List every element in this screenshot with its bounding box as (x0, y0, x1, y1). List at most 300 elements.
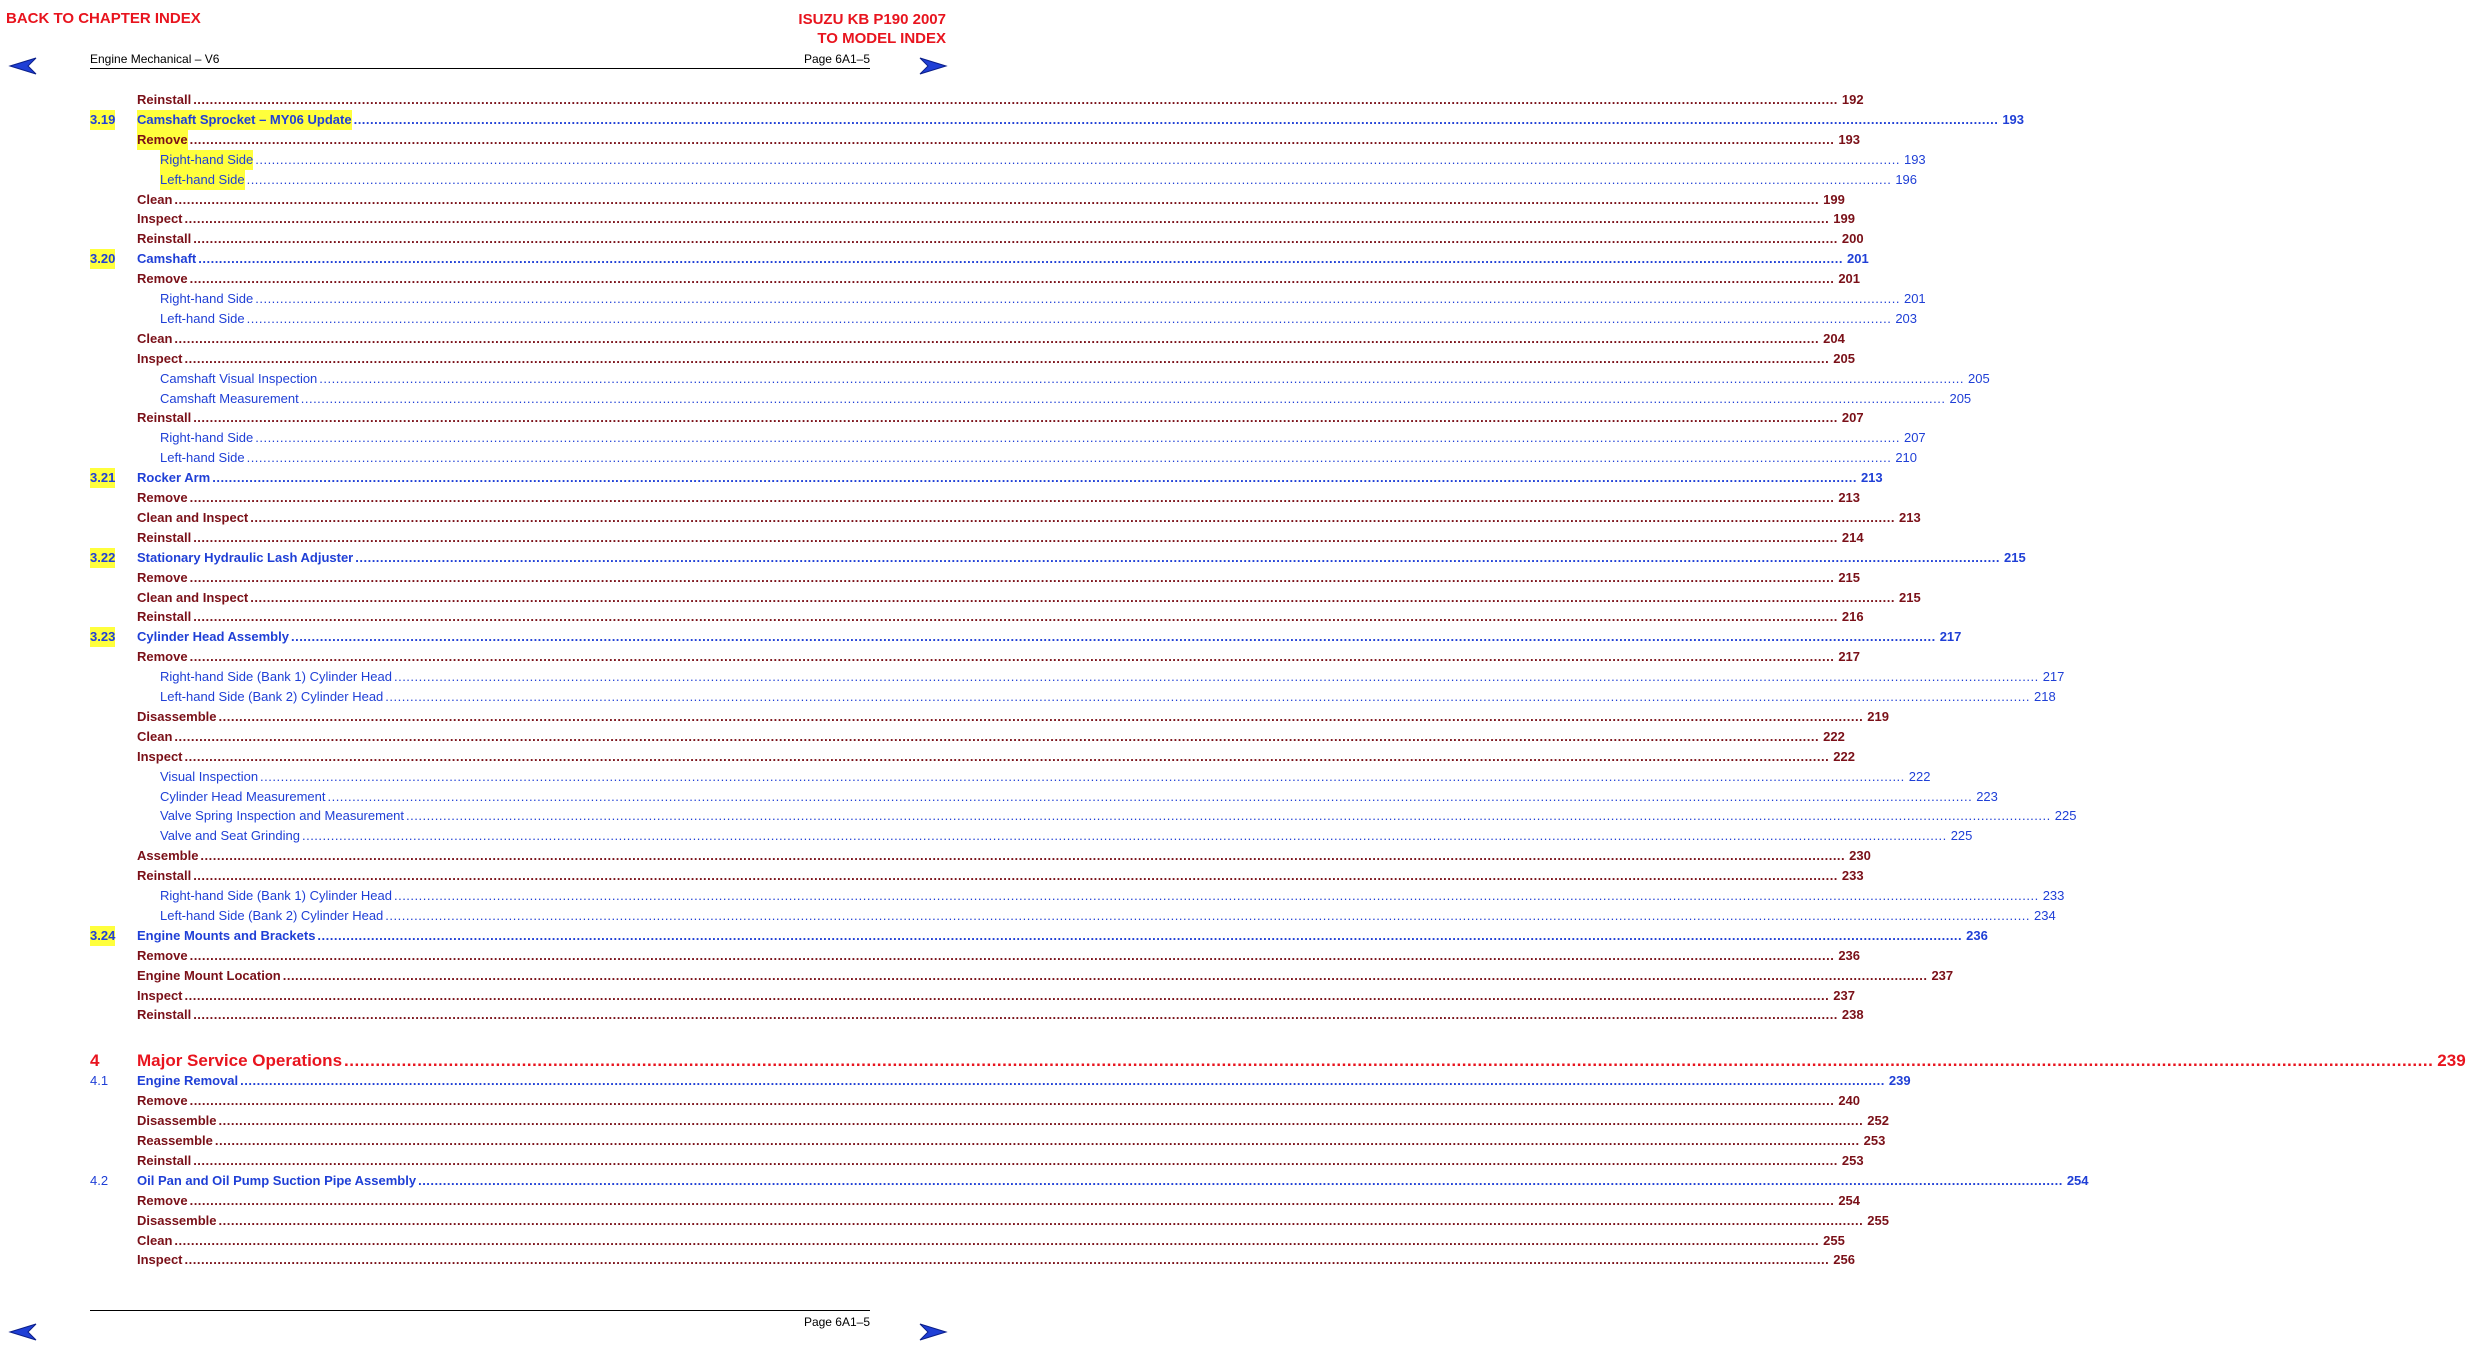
toc-dot-leader: ................................................................................................................................................................................................................................................................................................................................................................................................................ (246, 450, 1892, 466)
toc-page-number: 217 (1939, 629, 1962, 645)
toc-entry-title: Valve Spring Inspection and Measurement (160, 808, 405, 824)
toc-entry-title: Remove (137, 649, 188, 665)
toc-entry-line (160, 886, 2065, 906)
toc-entry-title: Assemble (137, 848, 199, 864)
toc-entry[interactable] (0, 627, 1962, 647)
toc-page-number: 254 (2066, 1172, 2089, 1188)
toc-entry-line (137, 707, 1889, 727)
toc-page-number: 200 (1841, 231, 1864, 247)
toc-entry-title: Camshaft (137, 251, 197, 267)
toc-entry-title: Camshaft Sprocket – MY06 Update (137, 110, 352, 130)
toc-section-number: 3.19 (90, 110, 115, 130)
toc-entry-title: Remove (137, 947, 188, 963)
toc-dot-leader: ................................................................................................................................................................................................................................................................................................................................................................................................................ (218, 708, 1864, 724)
toc-entry[interactable] (0, 966, 1954, 986)
toc-entry-title: Rocker Arm (137, 470, 211, 486)
toc-entry-title: Reinstall (137, 1007, 192, 1023)
toc-dot-leader: ................................................................................................................................................................................................................................................................................................................................................................................................................ (184, 1252, 1830, 1268)
footer-rule (90, 1310, 870, 1311)
model-index-link[interactable] (798, 10, 946, 48)
toc-dot-leader: ................................................................................................................................................................................................................................................................................................................................................................................................................ (290, 629, 1936, 645)
toc-entry[interactable] (0, 1151, 1864, 1171)
toc-entry[interactable] (0, 528, 1864, 548)
toc-dot-leader: ................................................................................................................................................................................................................................................................................................................................................................................................................ (218, 1113, 1864, 1129)
toc-page-number: 217 (2042, 669, 2065, 685)
toc-page-number: 192 (1841, 92, 1864, 107)
toc-entry-line (137, 1211, 1889, 1231)
toc-entry-title: Right-hand Side (160, 291, 254, 306)
toc-page-number: 207 (1903, 430, 1926, 446)
toc-dot-leader: ................................................................................................................................................................................................................................................................................................................................................................................................................ (184, 987, 1830, 1003)
toc-page-number: 252 (1867, 1113, 1889, 1129)
toc-dot-leader: ................................................................................................................................................................................................................................................................................................................................................................................................................ (385, 689, 2031, 704)
toc-entry[interactable] (0, 408, 1864, 428)
toc-entry-title: Right-hand Side (Bank 1) Cylinder Head (160, 669, 392, 685)
toc-page-number: 222 (1823, 728, 1845, 744)
toc-entry-line (160, 428, 1926, 448)
toc-entry-title: Cylinder Head Measurement (160, 788, 326, 804)
toc-dot-leader: ................................................................................................................................................................................................................................................................................................................................................................................................................ (189, 131, 1835, 147)
toc-dot-leader: ................................................................................................................................................................................................................................................................................................................................................................................................................ (250, 589, 1895, 605)
toc-entry[interactable] (0, 1171, 2089, 1191)
toc-entry-line (137, 1131, 1886, 1151)
header-page-number: Page 6A1–5 (803, 52, 870, 66)
toc-dot-leader: ................................................................................................................................................................................................................................................................................................................................................................................................................ (255, 151, 1900, 167)
toc-entry[interactable] (0, 707, 1889, 727)
toc-dot-leader: ................................................................................................................................................................................................................................................................................................................................................................................................................ (353, 111, 1999, 127)
toc-entry[interactable] (0, 647, 1861, 667)
toc-entry-line (137, 1231, 1845, 1251)
toc-entry-title: Left-hand Side (Bank 2) Cylinder Head (160, 907, 384, 923)
toc-entry-line (160, 150, 1926, 170)
toc-dot-leader: ................................................................................................................................................................................................................................................................................................................................................................................................................ (193, 609, 1838, 625)
toc-entry-line (137, 1171, 2089, 1191)
toc-entry[interactable] (0, 1111, 1889, 1131)
toc-entry-line (137, 1005, 1864, 1025)
toc-dot-leader: ................................................................................................................................................................................................................................................................................................................................................................................................................ (418, 1172, 2063, 1188)
toc-section-number: 3.21 (90, 468, 115, 488)
toc-entry[interactable] (0, 946, 1861, 966)
toc-page-number: 218 (2034, 689, 2056, 704)
toc-entry-line (137, 249, 1869, 269)
toc-entry[interactable] (0, 806, 2077, 826)
toc-entry[interactable] (0, 229, 1864, 249)
toc-entry-title: Disassemble (137, 1113, 217, 1129)
toc-page-number: 193 (2002, 111, 2025, 127)
prev-page-arrow-icon[interactable] (8, 56, 38, 76)
toc-entry[interactable] (0, 190, 1845, 210)
toc-page-number: 222 (1833, 748, 1855, 764)
toc-entry-title: Right-hand Side (160, 430, 254, 446)
toc-entry-title: Major Service Operations (137, 1051, 343, 1071)
toc-entry-title: Clean (137, 728, 173, 744)
toc-entry[interactable] (0, 747, 1855, 767)
toc-page-number: 205 (1949, 390, 1972, 406)
toc-entry-line (160, 289, 1926, 309)
toc-entry[interactable] (0, 209, 1855, 229)
toc-entry-title: Left-hand Side (160, 450, 245, 466)
toc-entry-title: Cylinder Head Assembly (137, 629, 289, 645)
toc-entry[interactable] (0, 926, 1988, 946)
toc-entry-line (137, 190, 1845, 210)
toc-page-number: 215 (2003, 549, 2026, 565)
toc-entry[interactable] (0, 130, 1861, 150)
toc-entry-title: Remove (137, 569, 188, 585)
toc-entry-title: Right-hand Side (160, 150, 253, 170)
toc-entry[interactable] (0, 170, 1918, 190)
toc-page-number: 236 (1838, 947, 1861, 963)
toc-entry[interactable] (0, 1005, 1864, 1025)
toc-entry-line (137, 1191, 1861, 1211)
toc-entry-title: Reinstall (137, 231, 192, 247)
toc-entry-title: Engine Mount Location (137, 967, 281, 983)
header-section-title: Engine Mechanical – V6 (90, 52, 220, 66)
toc-entry-title: Inspect (137, 987, 183, 1003)
toc-entry[interactable] (0, 1250, 1855, 1270)
toc-dot-leader: ................................................................................................................................................................................................................................................................................................................................................................................................................ (198, 251, 1843, 267)
toc-dot-leader: ................................................................................................................................................................................................................................................................................................................................................................................................................ (246, 171, 1892, 187)
toc-page-number: 199 (1833, 211, 1855, 227)
toc-page-number: 193 (1903, 151, 1926, 167)
toc-entry-line (137, 329, 1845, 349)
toc-page-number: 255 (1823, 1232, 1845, 1248)
toc-entry-title: Left-hand Side (160, 170, 245, 190)
toc-page-number: 193 (1838, 131, 1861, 147)
toc-entry-title: Inspect (137, 211, 183, 227)
toc-entry-title: Engine Removal (137, 1073, 239, 1089)
toc-dot-leader: ................................................................................................................................................................................................................................................................................................................................................................................................................ (193, 1152, 1838, 1168)
toc-entry[interactable] (0, 309, 1918, 329)
toc-entry[interactable] (0, 607, 1864, 627)
toc-dot-leader: ................................................................................................................................................................................................................................................................................................................................................................................................................ (193, 868, 1838, 884)
toc-entry-line (137, 647, 1861, 667)
toc-page-number: 213 (1838, 490, 1861, 505)
toc-entry-line (137, 1111, 1889, 1131)
toc-entry[interactable] (0, 269, 1861, 289)
toc-entry-line (137, 508, 1921, 528)
toc-entry[interactable] (0, 727, 1845, 747)
toc-entry-line (137, 130, 1861, 150)
to-model-index-label: TO MODEL INDEX (817, 30, 946, 47)
toc-entry-line (160, 787, 1998, 807)
toc-entry-line (137, 607, 1864, 627)
toc-dot-leader: ................................................................................................................................................................................................................................................................................................................................................................................................................ (317, 927, 1963, 943)
toc-dot-leader: ................................................................................................................................................................................................................................................................................................................................................................................................................ (212, 470, 1857, 486)
toc-dot-leader: ................................................................................................................................................................................................................................................................................................................................................................................................................ (282, 967, 1928, 983)
toc-page-number: 256 (1833, 1252, 1855, 1268)
toc-section-number: 3.24 (90, 926, 115, 946)
toc-page-number: 239 (1888, 1073, 1911, 1089)
toc-entry-title: Engine Mounts and Brackets (137, 927, 316, 943)
toc-page-number: 210 (1895, 450, 1918, 466)
toc-entry-line (160, 687, 2056, 707)
toc-page-number: 201 (1846, 251, 1869, 267)
toc-entry[interactable] (0, 448, 1918, 468)
toc-entry-line (137, 1071, 1911, 1091)
toc-entry[interactable] (0, 588, 1921, 608)
toc-entry-title: Remove (137, 1093, 188, 1109)
toc-entry-line (137, 548, 2026, 568)
toc-page-number: 213 (1860, 470, 1883, 486)
toc-entry-line (137, 588, 1921, 608)
toc-entry-title: Remove (137, 490, 188, 505)
toc-entry-line (137, 110, 2025, 130)
footer-page-number: Page 6A1–5 (803, 1315, 870, 1329)
toc-entry-title: Remove (137, 1192, 188, 1208)
toc-dot-leader: ................................................................................................................................................................................................................................................................................................................................................................................................................ (301, 828, 1947, 844)
toc-page-number: 239 (2437, 1051, 2466, 1071)
toc-page-number: 205 (1833, 350, 1855, 366)
toc-entry[interactable] (0, 289, 1926, 309)
toc-entry[interactable] (0, 150, 1926, 170)
toc-dot-leader: ................................................................................................................................................................................................................................................................................................................................................................................................................ (189, 490, 1835, 505)
toc-dot-leader: ................................................................................................................................................................................................................................................................................................................................................................................................................ (214, 1133, 1860, 1148)
toc-entry-line (160, 826, 1973, 846)
toc-page-number: 255 (1867, 1212, 1889, 1228)
toc-entry-title: Reinstall (137, 609, 192, 625)
toc-entry-line (137, 727, 1845, 747)
toc-entry-line (137, 528, 1864, 548)
toc-entry-title: Clean and Inspect (137, 509, 249, 525)
toc-dot-leader: ................................................................................................................................................................................................................................................................................................................................................................................................................ (193, 92, 1838, 107)
toc-entry-line (160, 767, 1931, 787)
toc-page-number: 237 (1833, 987, 1855, 1003)
toc-entry-line (160, 369, 1990, 389)
toc-dot-leader: ................................................................................................................................................................................................................................................................................................................................................................................................................ (174, 1232, 1820, 1248)
toc-entry-title: Valve and Seat Grinding (160, 828, 300, 844)
toc-dot-leader: ................................................................................................................................................................................................................................................................................................................................................................................................................ (193, 410, 1838, 426)
prev-page-arrow-icon[interactable] (8, 1322, 38, 1342)
toc-entry[interactable] (0, 687, 2056, 707)
toc-entry-line (137, 568, 1861, 588)
toc-entry[interactable] (0, 568, 1861, 588)
toc-entry-line (137, 946, 1861, 966)
toc-page-number: 225 (2054, 808, 2077, 824)
toc-entry-title: Remove (137, 130, 188, 150)
toc-page-number: 213 (1898, 509, 1921, 525)
toc-entry[interactable] (0, 488, 1861, 508)
toc-entry-title: Reassemble (137, 1133, 213, 1148)
toc-dot-leader: ................................................................................................................................................................................................................................................................................................................................................................................................................ (184, 211, 1830, 227)
toc-dot-leader: ................................................................................................................................................................................................................................................................................................................................................................................................................ (255, 291, 1900, 306)
toc-page-number: 225 (1950, 828, 1973, 844)
toc-entry-line (137, 747, 1855, 767)
toc-entry[interactable] (0, 866, 1864, 886)
toc-entry-title: Disassemble (137, 708, 217, 724)
toc-entry[interactable] (0, 1131, 1886, 1151)
toc-entry[interactable] (0, 787, 1998, 807)
toc-dot-leader: ................................................................................................................................................................................................................................................................................................................................................................................................................ (393, 888, 2039, 903)
toc-entry[interactable] (0, 468, 1883, 488)
toc-entry[interactable] (0, 767, 1931, 787)
toc-page-number: 196 (1895, 171, 1918, 187)
toc-entry[interactable] (0, 1211, 1889, 1231)
toc-entry-line (137, 468, 1883, 488)
toc-page-number: 201 (1903, 291, 1926, 306)
toc-entry-title: Clean (137, 330, 173, 346)
header-rule (90, 68, 870, 69)
toc-dot-leader: ................................................................................................................................................................................................................................................................................................................................................................................................................ (174, 191, 1820, 207)
toc-entry[interactable] (0, 249, 1869, 269)
toc-page-number: 217 (1838, 649, 1861, 665)
toc-entry-title: Reinstall (137, 529, 192, 545)
toc-entry[interactable] (0, 329, 1845, 349)
toc-page-number: 236 (1966, 927, 1988, 943)
toc-page-number: 203 (1895, 310, 1918, 326)
toc-dot-leader: ................................................................................................................................................................................................................................................................................................................................................................................................................ (355, 549, 2000, 565)
toc-entry-title: Right-hand Side (Bank 1) Cylinder Head (160, 888, 392, 903)
toc-entry[interactable] (0, 428, 1926, 448)
toc-dot-leader: ................................................................................................................................................................................................................................................................................................................................................................................................................ (174, 728, 1820, 744)
toc-dot-leader: ................................................................................................................................................................................................................................................................................................................................................................................................................ (260, 768, 1905, 784)
toc-entry-line (137, 90, 1864, 110)
toc-entry-title: Camshaft Measurement (160, 390, 299, 406)
toc-dot-leader: ................................................................................................................................................................................................................................................................................................................................................................................................................ (218, 1212, 1864, 1228)
toc-dot-leader: ................................................................................................................................................................................................................................................................................................................................................................................................................ (189, 569, 1835, 585)
toc-entry[interactable] (0, 90, 1864, 110)
model-title: ISUZU KB P190 2007 (798, 11, 946, 28)
toc-dot-leader: ................................................................................................................................................................................................................................................................................................................................................................................................................ (393, 669, 2039, 685)
toc-page-number: 216 (1841, 609, 1864, 625)
toc-entry[interactable] (0, 110, 2025, 130)
toc-page-number: 233 (2042, 888, 2065, 903)
toc-entry-title: Clean and Inspect (137, 589, 249, 605)
toc-dot-leader: ................................................................................................................................................................................................................................................................................................................................................................................................................ (327, 788, 1973, 804)
toc-dot-leader: ................................................................................................................................................................................................................................................................................................................................................................................................................ (189, 649, 1835, 665)
toc-entry-line (137, 986, 1855, 1006)
toc-entry-title: Reinstall (137, 868, 192, 884)
toc-entry[interactable] (0, 1091, 1861, 1111)
toc-dot-leader: ................................................................................................................................................................................................................................................................................................................................................................................................................ (189, 1192, 1835, 1208)
toc-dot-leader: ................................................................................................................................................................................................................................................................................................................................................................................................................ (300, 390, 1946, 406)
toc-dot-leader: ................................................................................................................................................................................................................................................................................................................................................................................................................ (250, 509, 1895, 525)
toc-dot-leader: ................................................................................................................................................................................................................................................................................................................................................................................................................ (193, 231, 1838, 247)
toc-dot-leader: ................................................................................................................................................................................................................................................................................................................................................................................................................ (193, 1007, 1838, 1023)
toc-dot-leader: ................................................................................................................................................................................................................................................................................................................................................................................................................ (200, 848, 1846, 864)
next-page-arrow-icon[interactable] (918, 1322, 948, 1342)
toc-entry-line (137, 229, 1864, 249)
toc-entry[interactable] (0, 886, 2065, 906)
toc-entry-line (160, 309, 1918, 329)
toc-entry-line (137, 926, 1988, 946)
toc-dot-leader: ................................................................................................................................................................................................................................................................................................................................................................................................................ (184, 350, 1830, 366)
toc-entry-title: Inspect (137, 1252, 183, 1268)
toc-dot-leader: ................................................................................................................................................................................................................................................................................................................................................................................................................ (255, 430, 1900, 446)
toc-entry[interactable] (0, 349, 1855, 369)
toc-page-number: 223 (1976, 788, 1998, 804)
next-page-arrow-icon[interactable] (918, 56, 948, 76)
toc-entry-title: Left-hand Side (Bank 2) Cylinder Head (160, 689, 384, 704)
toc-entry[interactable] (0, 846, 1871, 866)
toc-dot-leader: ................................................................................................................................................................................................................................................................................................................................................................................................................ (240, 1073, 1885, 1089)
toc-entry-line (137, 846, 1871, 866)
back-to-chapter-index-link[interactable]: BACK TO CHAPTER INDEX (6, 10, 201, 27)
toc-entry-line (137, 1151, 1864, 1171)
toc-entry-title: Left-hand Side (160, 310, 245, 326)
toc-page-number: 222 (1908, 768, 1931, 784)
toc-entry[interactable] (0, 1071, 1911, 1091)
toc-dot-leader: ................................................................................................................................................................................................................................................................................................................................................................................................................ (319, 370, 1965, 386)
toc-entry-title: Clean (137, 191, 173, 207)
toc-entry-line (160, 906, 2056, 926)
toc-entry-title: Inspect (137, 748, 183, 764)
toc-section-number: 4 (90, 1051, 100, 1071)
toc-entry[interactable] (0, 1231, 1845, 1251)
toc-entry-line (160, 170, 1918, 190)
toc-entry-line (160, 448, 1918, 468)
toc-section-number: 3.23 (90, 627, 115, 647)
toc-entry-title: Reinstall (137, 1152, 192, 1168)
toc-section-number: 4.1 (90, 1073, 109, 1089)
toc-entry-title: Reinstall (137, 92, 192, 107)
toc-page-number: 254 (1838, 1192, 1861, 1208)
toc-entry-title: Reinstall (137, 410, 192, 426)
toc-entry[interactable] (0, 508, 1921, 528)
toc-entry-line (137, 209, 1855, 229)
toc-dot-leader: ................................................................................................................................................................................................................................................................................................................................................................................................................ (184, 748, 1830, 764)
toc-entry[interactable] (0, 986, 1855, 1006)
toc-dot-leader: ................................................................................................................................................................................................................................................................................................................................................................................................................ (189, 271, 1835, 287)
toc-entry[interactable] (0, 548, 2026, 568)
toc-page-number: 201 (1838, 271, 1861, 287)
toc-entry-title: Visual Inspection (160, 768, 259, 784)
toc-page-number: 240 (1838, 1093, 1861, 1109)
toc-page-number: 230 (1849, 848, 1871, 864)
toc-entry-line (160, 806, 2077, 826)
toc-page-number: 214 (1841, 529, 1864, 545)
toc-section-number: 4.2 (90, 1172, 109, 1188)
toc-page-number: 219 (1867, 708, 1889, 724)
toc-entry-line (137, 866, 1864, 886)
toc-page-number: 205 (1968, 370, 1990, 386)
toc-page-number: 215 (1898, 589, 1921, 605)
toc-page-number: 253 (1841, 1152, 1864, 1168)
toc-section-number: 3.20 (90, 249, 115, 269)
toc-page-number: 204 (1823, 330, 1845, 346)
toc-entry-title: Oil Pan and Oil Pump Suction Pipe Assembly (137, 1172, 417, 1188)
toc-entry-title: Disassemble (137, 1212, 217, 1228)
toc-page-number: 233 (1841, 868, 1864, 884)
toc-page-number: 215 (1838, 569, 1861, 585)
toc-dot-leader: ................................................................................................................................................................................................................................................................................................................................................................................................................ (406, 808, 2051, 824)
toc-entry[interactable] (0, 667, 2065, 687)
toc-page-number: 199 (1823, 191, 1845, 207)
toc-entry-line (137, 966, 1954, 986)
toc-entry[interactable] (0, 826, 1973, 846)
toc-entry[interactable] (0, 369, 1990, 389)
toc-entry-title: Stationary Hydraulic Lash Adjuster (137, 549, 354, 565)
toc-page-number: 237 (1931, 967, 1954, 983)
toc-dot-leader: ................................................................................................................................................................................................................................................................................................................................................................................................................ (385, 907, 2031, 923)
toc-dot-leader: ................................................................................................................................................................................................................................................................................................................................................................................................................ (246, 310, 1892, 326)
toc-entry-line (137, 408, 1864, 428)
toc-section-number: 3.22 (90, 548, 115, 568)
toc-entry-title: Remove (137, 271, 188, 287)
toc-dot-leader: ................................................................................................................................................................................................................................................................................................................................................................................................................ (174, 330, 1820, 346)
toc-entry-title: Camshaft Visual Inspection (160, 370, 318, 386)
toc-entry-line (137, 1091, 1861, 1111)
toc-entry-line (137, 349, 1855, 369)
toc-entry[interactable] (0, 906, 2056, 926)
toc-page-number: 234 (2034, 907, 2056, 923)
toc-entry[interactable] (0, 1191, 1861, 1211)
toc-entry-line (137, 269, 1861, 289)
toc-entry[interactable] (0, 389, 1972, 409)
toc-page-number: 207 (1841, 410, 1864, 426)
toc-dot-leader: ................................................................................................................................................................................................................................................................................................................................................................................................................ (193, 529, 1838, 545)
toc-dot-leader: ................................................................................................................................................................................................................................................................................................................................................................................................................ (189, 1093, 1835, 1109)
toc-page-number: 253 (1863, 1133, 1886, 1148)
